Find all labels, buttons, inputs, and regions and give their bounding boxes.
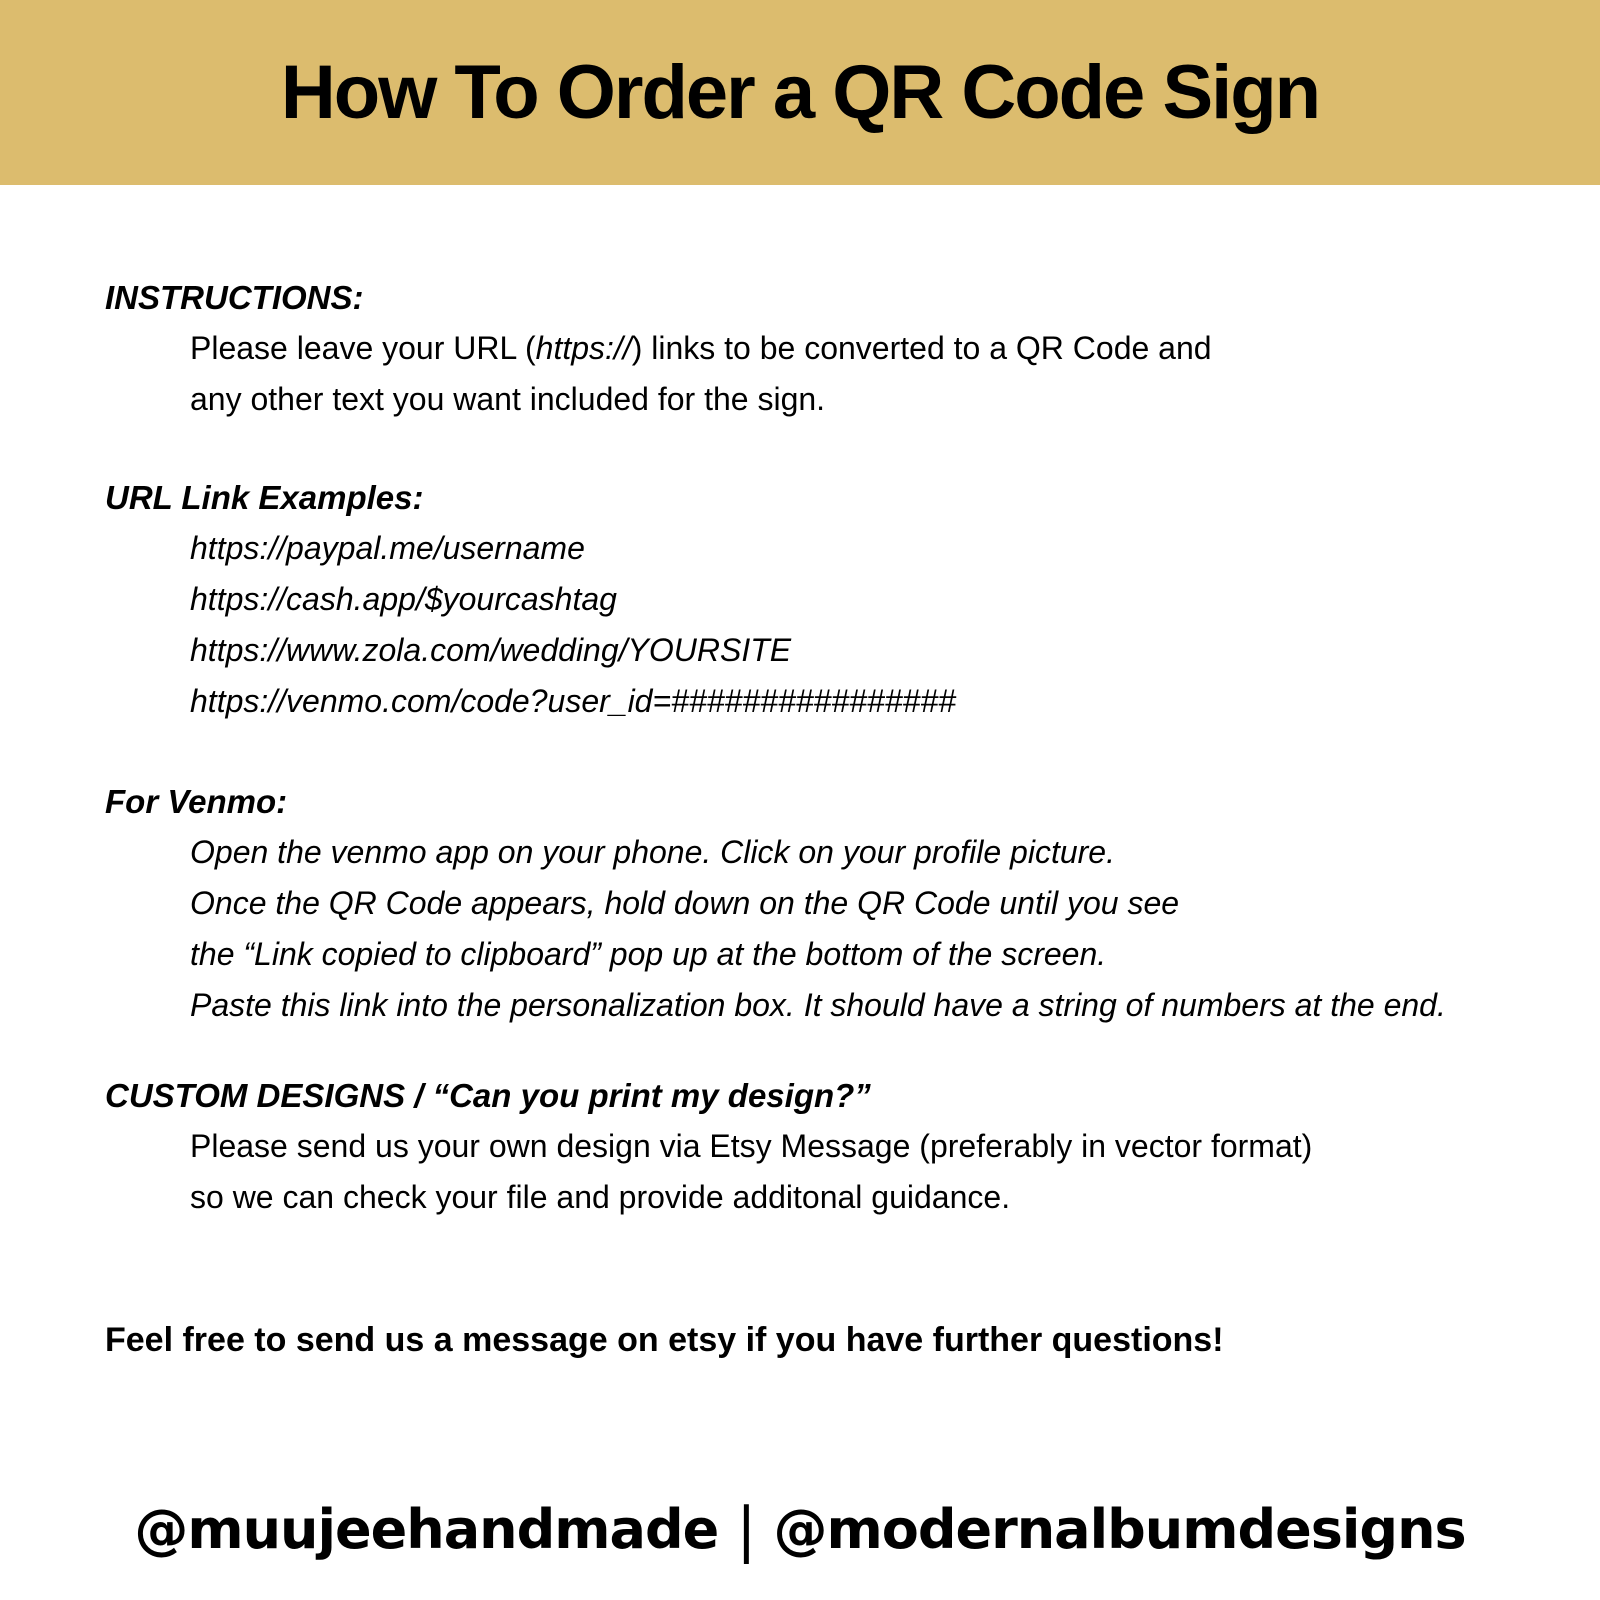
section-for-venmo — [0, 776, 1600, 1031]
instructions-line-1-suffix: ) links to be converted to a QR Code and — [631, 330, 1212, 366]
section-custom-designs — [0, 1070, 1600, 1223]
url-scheme-italic: https:// — [535, 330, 632, 366]
header-banner — [0, 0, 1600, 185]
instructions-line-2: any other text you want included for the sign. — [190, 381, 826, 417]
url-example-paypal: https://paypal.me/username — [190, 530, 585, 566]
custom-designs-heading: CUSTOM DESIGNS / “Can you print my design?” — [105, 1077, 871, 1114]
url-example-cashapp: https://cash.app/$yourcashtag — [190, 581, 617, 617]
social-handles — [0, 1488, 1600, 1570]
section-instructions — [0, 272, 1600, 425]
instructions-line-1-prefix: Please leave your URL ( — [190, 330, 536, 366]
url-examples-heading: URL Link Examples: — [105, 479, 424, 516]
instructions-heading: INSTRUCTIONS: — [105, 279, 364, 316]
handle-muujeehandmade: @muujeehandmade — [134, 1498, 719, 1561]
handle-modernalbumdesigns: @modernalbumdesigns — [773, 1498, 1466, 1561]
page-title: How To Order a QR Code Sign — [280, 50, 1320, 135]
for-venmo-line-3: the “Link copied to clipboard” pop up at the bottom of the screen. — [190, 936, 1107, 972]
instructions-line-1 — [0, 323, 1600, 374]
footer-note: Feel free to send us a message on etsy if you have further questions! — [105, 1321, 1224, 1359]
for-venmo-line-1: Open the venmo app on your phone. Click on your profile picture. — [190, 834, 1115, 870]
handle-separator: | — [736, 1495, 756, 1565]
for-venmo-line-2: Once the QR Code appears, hold down on the QR Code until you see — [190, 885, 1180, 921]
section-url-examples — [0, 472, 1600, 727]
for-venmo-line-4: Paste this link into the personalization box. It should have a string of numbers at the end. — [190, 987, 1446, 1023]
url-example-venmo: https://venmo.com/code?user_id=################ — [190, 683, 956, 719]
for-venmo-heading: For Venmo: — [105, 783, 288, 820]
custom-designs-line-1: Please send us your own design via Etsy Message (preferably in vector format) — [190, 1128, 1313, 1164]
url-example-zola: https://www.zola.com/wedding/YOURSITE — [190, 632, 792, 668]
custom-designs-line-2: so we can check your file and provide additonal guidance. — [190, 1179, 1011, 1215]
